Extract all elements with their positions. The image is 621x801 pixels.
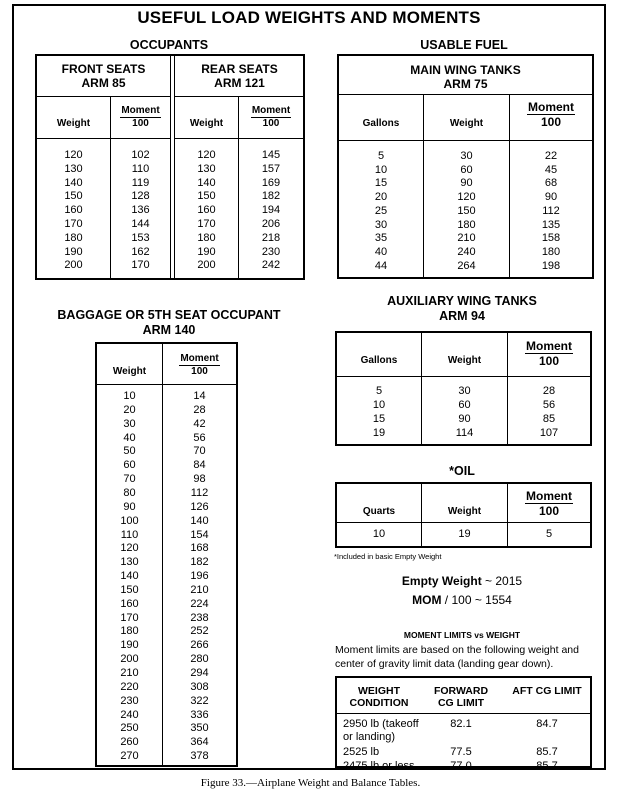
rear-weight-cell: 120 (197, 149, 216, 161)
baggage-weight-cell: 210 (120, 667, 139, 679)
baggage-moment-cell: 238 (190, 611, 209, 624)
aux-moment-cell: 28 (542, 385, 556, 397)
baggage-moment-cell: 210 (190, 583, 209, 596)
baggage-weight-cell: 240 (120, 708, 139, 721)
baggage-moment-cell: 308 (190, 680, 209, 693)
forward-cg-cell: 77.5 (450, 746, 472, 758)
rear-moment-header: Moment 100 (251, 105, 291, 129)
main-moment-cell: 22 (544, 150, 558, 162)
baggage-weight-cell: 70 (123, 473, 136, 486)
baggage-weight-cell: 110 (120, 528, 139, 541)
baggage-weight-cell: 30 (123, 417, 136, 430)
rear-weight-cell: 190 (197, 245, 216, 258)
baggage-weight-cell: 160 (120, 597, 139, 610)
front-moment-cell: 162 (131, 245, 150, 258)
baggage-weight-cell: 190 (120, 639, 139, 652)
baggage-weight-cell: 120 (120, 542, 139, 555)
oil-moment-header: Moment 100 (526, 489, 572, 518)
rear-moment-cell: 218 (261, 231, 281, 244)
aux-weight-cell: 90 (458, 413, 471, 425)
baggage-moment-cell: 364 (190, 736, 209, 749)
baggage-weight-cell: 90 (123, 500, 136, 513)
baggage-weight-cell: 60 (123, 459, 136, 472)
main-moment-cell: 135 (541, 218, 561, 231)
oil-quarts-header: Quarts (362, 506, 396, 517)
baggage-moment-cell: 168 (190, 542, 209, 555)
empty-moment: MOM / 100 ~ 1554 (412, 593, 512, 607)
baggage-moment-cell: 84 (193, 459, 206, 472)
baggage-weight-cell: 180 (120, 625, 139, 638)
rear-moment-cell: 206 (261, 218, 281, 230)
weight-condition-cell: 2525 lb (343, 746, 380, 758)
baggage-weight-cell: 150 (120, 583, 139, 596)
oil-weight-header: Weight (447, 506, 482, 517)
front-weight-cell: 160 (64, 204, 83, 217)
forward-cg-cell: 82.1 (450, 718, 472, 730)
baggage-weight-cell: 230 (120, 694, 139, 707)
baggage-moment-cell: 224 (190, 597, 209, 610)
rear-moment-cell: 145 (261, 149, 281, 161)
rear-moment-cell: 157 (261, 162, 281, 175)
rear-weight-cell: 180 (197, 231, 216, 244)
limits-text-1: Moment limits are based on the following weight and (335, 644, 579, 656)
main-tanks-table (337, 54, 594, 279)
aux-tanks-table (335, 331, 592, 446)
aux-weight-cell: 30 (458, 385, 471, 397)
main-moment-cell: 158 (541, 232, 561, 245)
front-moment-cell: 128 (131, 190, 150, 203)
baggage-weight-cell: 170 (120, 611, 139, 624)
baggage-weight-cell: 260 (120, 736, 139, 749)
rear-weight-header: Weight (189, 118, 224, 129)
baggage-moment-cell: 196 (190, 570, 209, 583)
aft-cg-cell: 84.7 (536, 718, 558, 730)
aux-tanks-title: AUXILIARY WING TANKS ARM 94 (387, 294, 537, 323)
main-gallons-cell: 40 (374, 245, 388, 258)
baggage-weight-cell: 200 (120, 653, 139, 666)
front-moment-cell: 102 (131, 149, 150, 161)
aux-weight-cell: 114 (455, 427, 474, 439)
front-weight-cell: 180 (64, 231, 83, 244)
front-weight-cell: 190 (64, 245, 83, 258)
baggage-weight-cell: 100 (120, 514, 139, 527)
aux-weight-cell: 60 (458, 399, 471, 411)
baggage-weight-header: Weight (112, 366, 147, 377)
baggage-weight-cell: 270 (120, 750, 139, 763)
aux-gallons-cell: 19 (372, 427, 386, 439)
main-weight-cell: 90 (460, 177, 473, 190)
front-moment-cell: 144 (131, 218, 150, 230)
main-moment-header: Moment 100 (528, 100, 574, 129)
main-weight-cell: 264 (457, 259, 476, 272)
baggage-moment-cell: 350 (190, 722, 209, 735)
main-moment-cell: 180 (541, 245, 561, 258)
rear-moment-cell: 230 (261, 245, 281, 258)
figure-caption: Figure 33.—Airplane Weight and Balance Tables. (200, 777, 421, 789)
occupants-title: OCCUPANTS (129, 38, 209, 52)
main-gallons-cell: 30 (374, 218, 388, 231)
rear-seats-title: REAR SEATS ARM 121 (201, 62, 278, 90)
main-title: USEFUL LOAD WEIGHTS AND MOMENTS (137, 8, 481, 27)
main-gallons-cell: 35 (374, 232, 388, 245)
front-moment-cell: 136 (131, 204, 150, 217)
main-weight-cell: 120 (457, 191, 476, 204)
front-weight-cell: 150 (64, 190, 83, 203)
main-gallons-header: Gallons (362, 118, 400, 129)
main-gallons-cell: 20 (374, 191, 388, 204)
baggage-weight-cell: 140 (120, 570, 139, 583)
baggage-moment-cell: 14 (193, 390, 206, 402)
oil-weight: 19 (458, 528, 471, 540)
baggage-moment-cell: 126 (190, 500, 209, 513)
main-moment-cell: 112 (542, 204, 560, 217)
main-weight-cell: 150 (457, 204, 476, 217)
aux-moment-cell: 107 (539, 427, 559, 439)
oil-moment: 5 (545, 528, 553, 540)
baggage-moment-cell: 28 (193, 403, 206, 416)
rear-weight-cell: 200 (197, 259, 216, 272)
main-moment-cell: 198 (541, 259, 561, 272)
rear-weight-cell: 130 (197, 162, 216, 175)
limits-text-2: center of gravity limit data (landing gear down). (335, 658, 554, 670)
front-weight-cell: 140 (64, 176, 83, 189)
front-moment-cell: 153 (131, 231, 150, 244)
baggage-weight-cell: 130 (120, 556, 139, 569)
baggage-weight-cell: 220 (120, 680, 139, 693)
oil-table (335, 482, 592, 548)
main-moment-cell: 68 (544, 177, 558, 190)
oil-title: *OIL (449, 464, 475, 478)
aft-cg-cell: 85.7 (536, 760, 558, 772)
rear-moment-cell: 242 (261, 259, 281, 272)
front-moment-cell: 110 (131, 162, 150, 175)
baggage-weight-cell: 10 (123, 390, 136, 402)
aft-cg-header: AFT CG LIMIT (512, 685, 582, 697)
weight-condition-header: WEIGHT CONDITION (349, 685, 409, 709)
main-gallons-cell: 10 (374, 163, 388, 176)
aux-moment-cell: 85 (542, 413, 556, 425)
baggage-moment-cell: 252 (190, 625, 209, 638)
main-gallons-cell: 44 (374, 259, 388, 272)
occupants-table (35, 54, 305, 280)
baggage-moment-cell: 378 (190, 750, 209, 763)
rear-moment-cell: 194 (261, 204, 281, 217)
front-moment-cell: 119 (131, 176, 150, 189)
cg-limits-table (335, 676, 592, 772)
aux-moment-header: Moment 100 (526, 339, 572, 368)
front-weight-cell: 200 (64, 259, 83, 272)
aux-gallons-header: Gallons (360, 355, 398, 366)
main-weight-cell: 30 (460, 150, 473, 162)
main-moment-cell: 45 (544, 163, 558, 176)
baggage-moment-cell: 56 (193, 431, 206, 444)
baggage-weight-cell: 80 (123, 486, 136, 499)
baggage-table (95, 342, 238, 767)
main-gallons-cell: 15 (374, 177, 388, 190)
main-tanks-title: MAIN WING TANKS ARM 75 (410, 63, 521, 91)
fuel-title: USABLE FUEL (420, 38, 508, 52)
baggage-moment-cell: 336 (190, 708, 209, 721)
rear-weight-cell: 140 (197, 176, 216, 189)
main-weight-header: Weight (449, 118, 484, 129)
forward-cg-header: FORWARD CG LIMIT (433, 685, 489, 709)
aux-gallons-cell: 15 (372, 413, 386, 425)
baggage-moment-cell: 140 (190, 514, 209, 527)
baggage-moment-cell: 182 (190, 556, 209, 569)
main-weight-cell: 180 (457, 218, 476, 231)
baggage-moment-cell: 294 (190, 667, 209, 679)
main-weight-cell: 60 (460, 163, 473, 176)
aux-gallons-cell: 5 (375, 385, 383, 397)
front-weight-cell: 130 (64, 162, 83, 175)
baggage-moment-cell: 42 (193, 417, 206, 430)
baggage-title: BAGGAGE OR 5TH SEAT OCCUPANT ARM 140 (57, 308, 281, 337)
baggage-weight-cell: 20 (123, 403, 136, 416)
forward-cg-cell: 77.0 (450, 760, 472, 772)
limits-title: MOMENT LIMITS vs WEIGHT (403, 630, 521, 640)
weight-condition-cell: 2475 lb or less (343, 760, 415, 772)
aux-weight-header: Weight (447, 355, 482, 366)
weight-condition-cell: 2950 lb (takeoff (343, 718, 419, 730)
baggage-moment-cell: 112 (190, 486, 209, 499)
main-moment-cell: 90 (544, 191, 558, 204)
front-moment-cell: 170 (131, 259, 150, 272)
main-weight-cell: 240 (457, 245, 476, 258)
baggage-moment-cell: 70 (193, 445, 206, 458)
rear-moment-cell: 182 (261, 190, 281, 203)
empty-weight: Empty Weight ~ 2015 (401, 574, 523, 588)
aux-gallons-cell: 10 (372, 399, 386, 411)
front-seats-title: FRONT SEATS ARM 85 (61, 62, 146, 90)
baggage-moment-header: Moment 100 (180, 353, 219, 377)
baggage-weight-cell: 40 (123, 431, 136, 444)
baggage-moment-cell: 322 (190, 694, 209, 707)
oil-note: *Included in basic Empty Weight (334, 552, 442, 561)
baggage-moment-cell: 280 (190, 653, 209, 666)
baggage-moment-cell: 154 (190, 528, 209, 541)
baggage-weight-cell: 250 (120, 722, 139, 735)
rear-weight-cell: 170 (197, 218, 216, 230)
aft-cg-cell: 85.7 (536, 746, 558, 758)
front-weight-cell: 120 (64, 149, 83, 161)
main-weight-cell: 210 (457, 232, 476, 245)
front-weight-cell: 170 (64, 218, 83, 230)
front-weight-header: Weight (56, 118, 91, 129)
baggage-moment-cell: 266 (190, 639, 209, 652)
rear-moment-cell: 169 (261, 176, 281, 189)
aux-moment-cell: 56 (542, 399, 556, 411)
baggage-moment-cell: 98 (193, 473, 206, 486)
main-gallons-cell: 25 (374, 204, 388, 217)
oil-quarts: 10 (372, 528, 386, 540)
rear-weight-cell: 160 (197, 204, 216, 217)
main-gallons-cell: 5 (377, 150, 385, 162)
weight-condition-cell: or landing) (343, 731, 395, 743)
rear-weight-cell: 150 (197, 190, 216, 203)
weight-balance-sheet (12, 4, 606, 770)
front-moment-header: Moment 100 (121, 105, 160, 129)
baggage-weight-cell: 50 (123, 445, 136, 458)
